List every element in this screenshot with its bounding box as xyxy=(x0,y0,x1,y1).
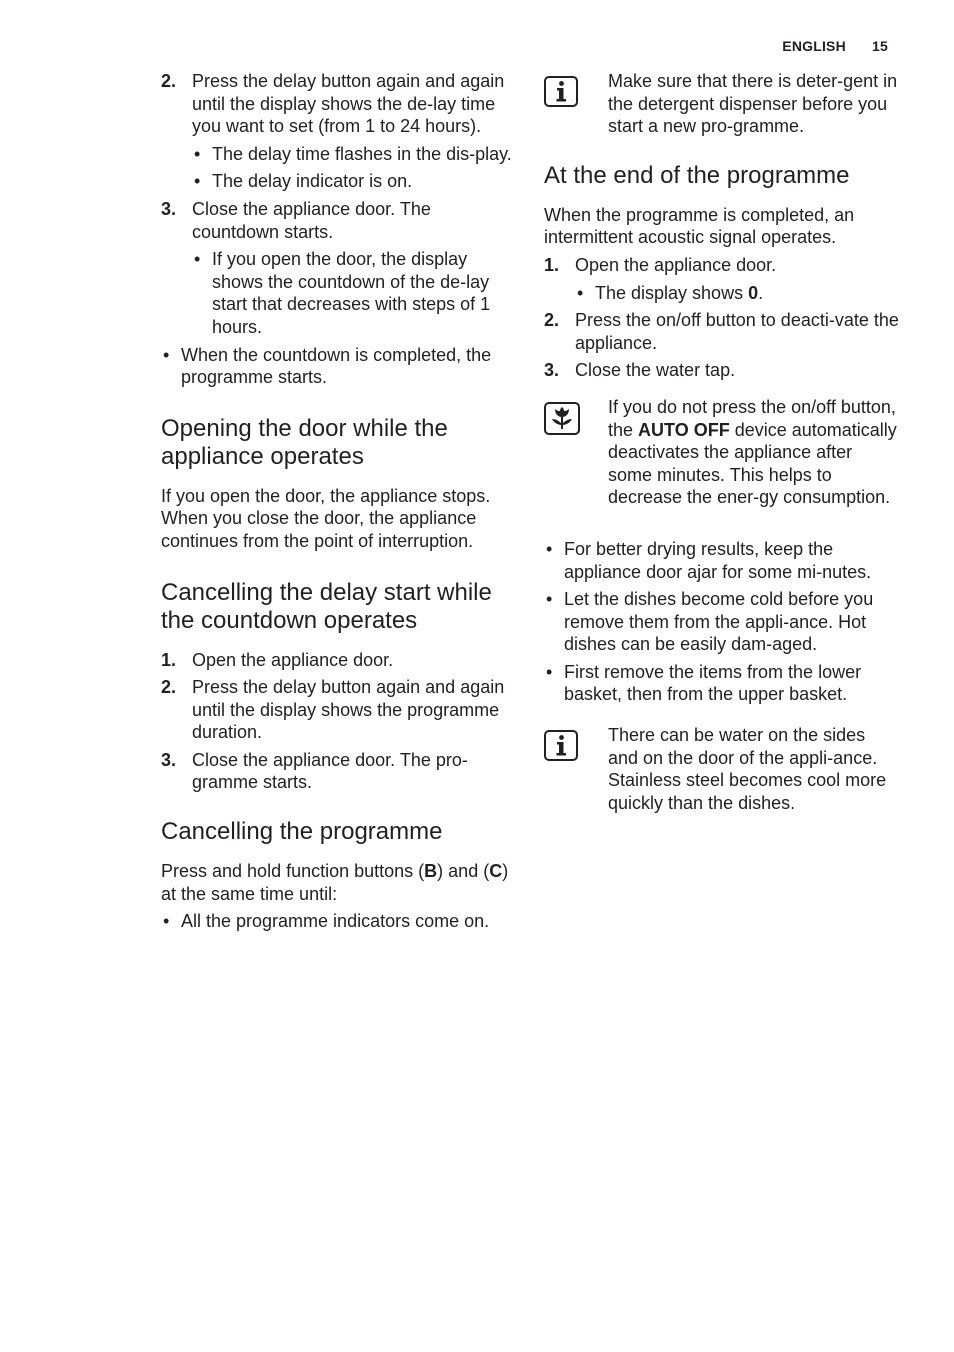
info-note-text: There can be water on the sides and on the door of the appli-ance. Stainless steel becomes cool more quickly than the dishes. xyxy=(608,725,887,813)
section-body-cancel-programme: Press and hold function buttons (B) and (C) at the same time until: xyxy=(161,861,509,904)
page-number: 15 xyxy=(872,38,888,54)
display-value: 0 xyxy=(748,282,759,303)
environment-note-text: If you do not press the on/off button, the AUTO OFF device automatically deactivates the appliance after some minutes. This helps to decrease the ener-gy consumption. xyxy=(608,396,897,508)
section-body-opening-door: If you open the door, the appliance stops. When you close the door, the appliance continues from the point of interruption. xyxy=(161,485,491,551)
list-item: • The delay time flashes in the dis-play. xyxy=(192,143,516,166)
info-note-text: Make sure that there is deter-gent in the detergent dispenser before you start a new pro-gramme. xyxy=(608,71,898,137)
list-item: • The display shows 0. xyxy=(575,282,899,305)
info-icon xyxy=(544,76,578,107)
cancel-delay-steps xyxy=(161,649,516,795)
step-text: Press the delay button again and again until the display shows the de-lay time you want to set (from 1 to 24 hours). xyxy=(192,71,505,137)
page-header xyxy=(782,38,888,54)
section-title-opening-door: Opening the door while the appliance operates xyxy=(161,414,448,470)
delay-steps-list xyxy=(161,70,516,339)
section-title-cancel-programme: Cancelling the programme xyxy=(161,818,443,846)
auto-off-label: AUTO OFF xyxy=(638,419,730,440)
bullet-list xyxy=(161,910,516,933)
key-c-label: C xyxy=(489,861,503,882)
list-item: 3. Close the appliance door. The countdown starts. • If you open the door, the display shows the countdown of the de-lay start that decreases with steps of 1 hours. xyxy=(161,198,516,339)
list-item: 2. Press the delay button again and again until the display shows the de-lay time you want to set (from 1 to 24 hours). • The delay time flashes in the dis-play. • The delay indicator is on. xyxy=(161,70,516,193)
environment-note xyxy=(544,396,899,509)
list-item: 1. Open the appliance door. xyxy=(161,649,394,670)
list-item: 1. Open the appliance door. • The display shows 0. xyxy=(544,254,899,304)
list-item: • If you open the door, the display shows the countdown of the de-lay start that decreases with steps of 1 hours. xyxy=(192,248,516,338)
bullet-list xyxy=(161,344,516,389)
key-b-label: B xyxy=(424,861,438,882)
right-column xyxy=(544,70,899,814)
list-item: • The delay indicator is on. xyxy=(192,170,516,193)
info-note xyxy=(544,724,899,814)
list-item: • Let the dishes become cold before you remove them from the appli-ance. Hot dishes can be easily dam-aged. xyxy=(544,588,899,656)
sub-bullet-list xyxy=(575,282,899,305)
list-item: • First remove the items from the lower basket, then from the upper basket. xyxy=(544,661,899,706)
section-title-end-programme: At the end of the programme xyxy=(544,161,850,189)
environment-flower-icon xyxy=(544,402,578,433)
list-item: • When the countdown is completed, the programme starts. xyxy=(161,344,516,389)
sub-bullet-list xyxy=(192,248,516,338)
header-language: ENGLISH xyxy=(782,38,846,54)
end-programme-steps xyxy=(544,254,899,382)
info-icon xyxy=(544,730,578,761)
list-item: 3. Close the water tap. xyxy=(544,360,736,381)
info-note xyxy=(544,70,899,138)
sub-bullet-list xyxy=(192,143,516,193)
section-title-cancel-delay: Cancelling the delay start while the countdown operates xyxy=(161,578,492,634)
section-body-end-programme: When the programme is completed, an intermittent acoustic signal operates. xyxy=(544,204,855,248)
bullet-list xyxy=(544,538,899,706)
list-item: • For better drying results, keep the appliance door ajar for some mi-nutes. xyxy=(544,538,899,583)
list-item: • All the programme indicators come on. xyxy=(161,910,516,933)
left-column xyxy=(161,70,516,938)
list-item: 2. Press the on/off button to deacti-vate the appliance. xyxy=(544,310,899,353)
step-text: Close the appliance door. The countdown starts. xyxy=(192,198,431,242)
list-item: 3. Close the appliance door. The pro-gramme starts. xyxy=(161,749,468,793)
list-item: 2. Press the delay button again and again until the display shows the programme duration. xyxy=(161,677,505,743)
